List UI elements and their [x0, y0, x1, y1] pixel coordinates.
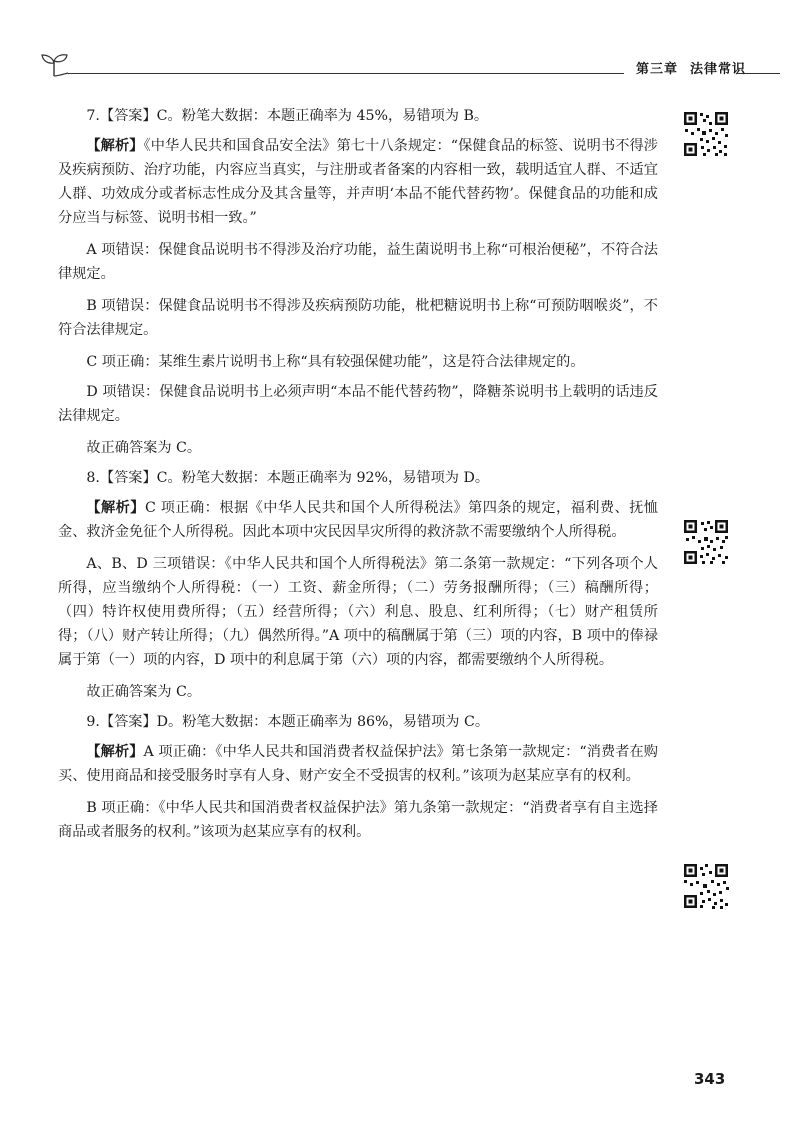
q7-option-b: B 项错误：保健食品说明书不得涉及疾病预防功能，枇杷糖说明书上称“可预防咽喉炎”，不符合法律规定。: [58, 298, 658, 338]
q7-option-c: C 项正确：某维生素片说明书上称“具有较强保健功能”，这是符合法律规定的。: [86, 354, 585, 370]
sprout-icon: [40, 52, 70, 78]
chapter-title: [636, 58, 746, 77]
q9-option-b: B 项正确：《中华人民共和国消费者权益保护法》第九条第一款规定：“消费者享有自主选择商品或者服务的权利。”该项为赵某应享有的权利。: [58, 800, 658, 840]
q9-analysis-text: A 项正确：《中华人民共和国消费者权益保护法》第七条第一款规定：“消费者在购买、使用商品和接受服务时享有人身、财产安全不受损害的权利。”该项为赵某应享有的权利。: [58, 744, 658, 784]
q7-conclusion: 故正确答案为 C。: [86, 440, 202, 456]
chapter-topic: 法律常识: [690, 62, 747, 77]
qr-code-icon: [682, 518, 730, 566]
qr-code-icon: [682, 110, 730, 158]
q8-answer: 8.【答案】C。粉笔大数据：本题正确率为 92%，易错项为 D。: [86, 470, 490, 486]
page-number: 343: [694, 1070, 726, 1088]
q8-conclusion: 故正确答案为 C。: [86, 684, 202, 700]
page-body: [58, 104, 658, 852]
page-header: [40, 52, 780, 82]
qr-code-icon: [682, 862, 730, 910]
q8-analysis-text: C 项正确：根据《中华人民共和国个人所得税法》第四条的规定，福利费、抚恤金、救济金免征个人所得税。因此本项中灾民因旱灾所得的救济款不需要缴纳个人所得税。: [58, 500, 658, 540]
q8-options-abd: A、B、D 三项错误：《中华人民共和国个人所得税法》第二条第一款规定：“下列各项个人所得，应当缴纳个人所得税：（一）工资、薪金所得；（二）劳务报酬所得；（三）稿酬所得；（四）特许权使用费所得；（五）经营所得；（六）利息、股息、红利所得；（七）财产租赁所得；（八）财产转让所得；（九）偶然所得。”A 项中的稿酬属于第（三）项的内容，B 项中的俸禄属于第（一）项的内容，D 项中的利息属于第（六）项的内容，都需要缴纳个人所得税。: [58, 556, 658, 668]
q7-option-d: D 项错误：保健食品说明书上必须声明“本品不能代替药物”，降糖茶说明书上载明的话违反法律规定。: [58, 384, 658, 424]
header-rule-left: [68, 73, 624, 74]
analysis-tag: 【解析】: [86, 138, 144, 154]
q9-analysis: [58, 740, 658, 788]
analysis-tag: 【解析】: [86, 744, 144, 760]
q7-answer: 7.【答案】C。粉笔大数据：本题正确率为 45%，易错项为 B。: [86, 108, 489, 124]
q9-answer: 9.【答案】D。粉笔大数据：本题正确率为 86%，易错项为 C。: [86, 714, 490, 730]
header-rule-right: [736, 73, 780, 74]
q7-option-a: A 项错误：保健食品说明书不得涉及治疗功能，益生菌说明书上称“可根治便秘”，不符合法律规定。: [58, 242, 658, 282]
q7-analysis-text: 《中华人民共和国食品安全法》第七十八条规定：“保健食品的标签、说明书不得涉及疾病预防、治疗功能，内容应当真实，与注册或者备案的内容相一致，载明适宜人群、不适宜人群、功效成分或者标志性成分及其含量等，并声明‘本品不能代替药物’。保健食品的功能和成分应当与标签、说明书相一致。”: [58, 138, 658, 226]
q8-analysis: [58, 496, 658, 544]
q7-analysis: [58, 134, 658, 230]
analysis-tag: 【解析】: [86, 500, 145, 516]
chapter-number: 第三章: [636, 62, 679, 77]
